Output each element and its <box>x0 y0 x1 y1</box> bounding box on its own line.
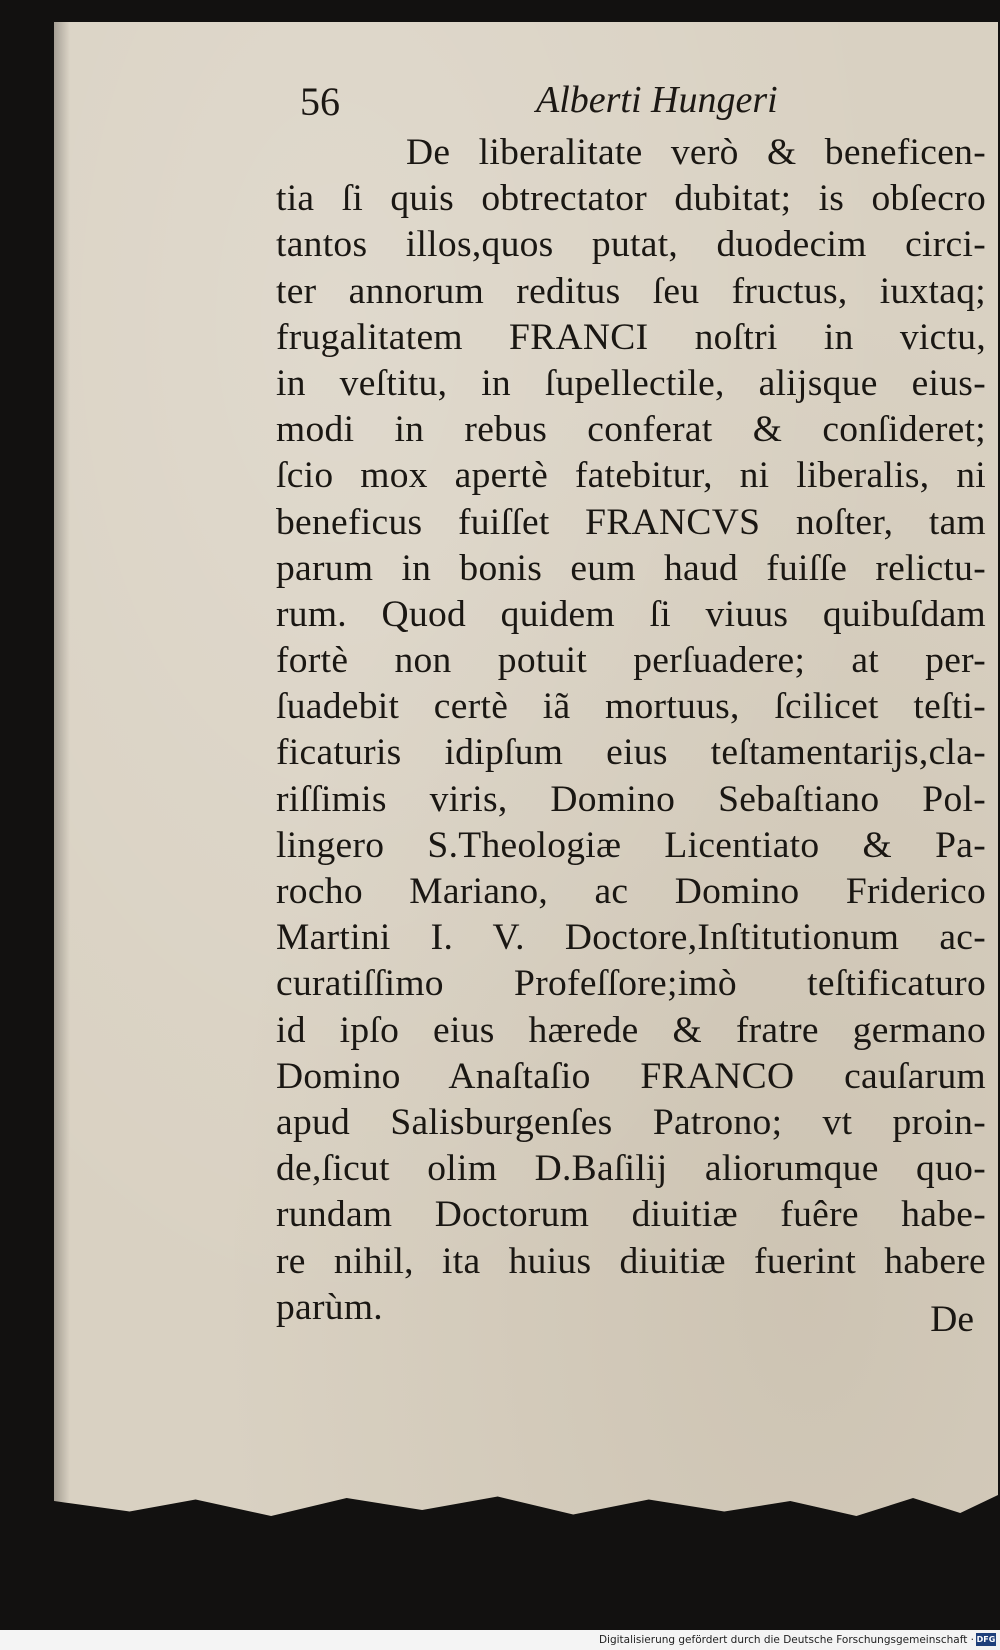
text-line: curatiſſimo Profeſſore;imò teſtificaturo <box>276 963 986 1005</box>
text-line: tantos illos,quos putat, duodecim circi- <box>276 224 986 266</box>
running-title: Alberti Hungeri <box>536 79 778 121</box>
text-line: apud Salisburgenſes Patrono; vt proin- <box>276 1101 986 1143</box>
text-line: ter annorum reditus ſeu fructus, iuxtaq; <box>276 270 986 312</box>
text-line: in veſtitu, in ſupellectile, alijsque eius- <box>276 362 986 404</box>
text-line: beneficus fuiſſet FRANCVS noſter, tam <box>276 501 986 543</box>
body-text <box>276 130 986 1331</box>
text-line: de,ſicut olim D.Baſilij aliorumque quo- <box>276 1148 986 1190</box>
funding-notice: Digitalisierung gefördert durch die Deutsche Forschungsgemeinschaft · <box>598 1634 974 1646</box>
text-line: ficaturis idipſum eius teſtamentarijs,cla- <box>276 732 986 774</box>
text-line: rocho Mariano, ac Domino Friderico <box>276 871 986 912</box>
text-line: ſuadebit certè iã mortuus, ſcilicet teſti- <box>276 686 986 728</box>
gutter-shadow <box>54 22 70 1502</box>
text-line: modi in rebus conferat & conſideret; <box>276 409 986 451</box>
text-line: lingero S.Theologiæ Licentiato & Pa- <box>276 824 986 866</box>
text-line: parum in bonis eum haud fuiſſe relictu- <box>276 547 986 589</box>
text-line: id ipſo eius hærede & fratre germano <box>276 1009 986 1051</box>
text-line: riſſimis viris, Domino Sebaſtiano Pol- <box>276 778 986 820</box>
text-line: rum. Quod quidem ſi viuus quibuſdam <box>276 593 986 635</box>
text-line: De liberalitate verò & beneficen- <box>406 132 986 173</box>
text-line: Domino Anaſtaſio FRANCO cauſarum <box>276 1055 986 1097</box>
text-line: re nihil, ita huius diuitiæ fuerint habere <box>276 1240 986 1282</box>
page-number: 56 <box>300 79 340 124</box>
text-line: frugalitatem FRANCI noſtri in victu, <box>276 316 986 358</box>
text-line: rundam Doctorum diuitiæ fuêre habe- <box>276 1194 986 1236</box>
text-line: parùm. <box>276 1286 383 1328</box>
running-head <box>300 78 820 128</box>
catchword: De <box>930 1299 974 1340</box>
text-line: tia ſi quis obtrectator dubitat; is obſecro <box>276 178 986 220</box>
dfg-logo-icon: DFG <box>976 1635 996 1644</box>
text-line: ſcio mox apertè fatebitur, ni liberalis, ni <box>276 455 986 497</box>
text-line: fortè non potuit perſuadere; at per- <box>276 640 986 682</box>
text-line: Martini I. V. Doctore,Inſtitutionum ac- <box>276 917 986 959</box>
